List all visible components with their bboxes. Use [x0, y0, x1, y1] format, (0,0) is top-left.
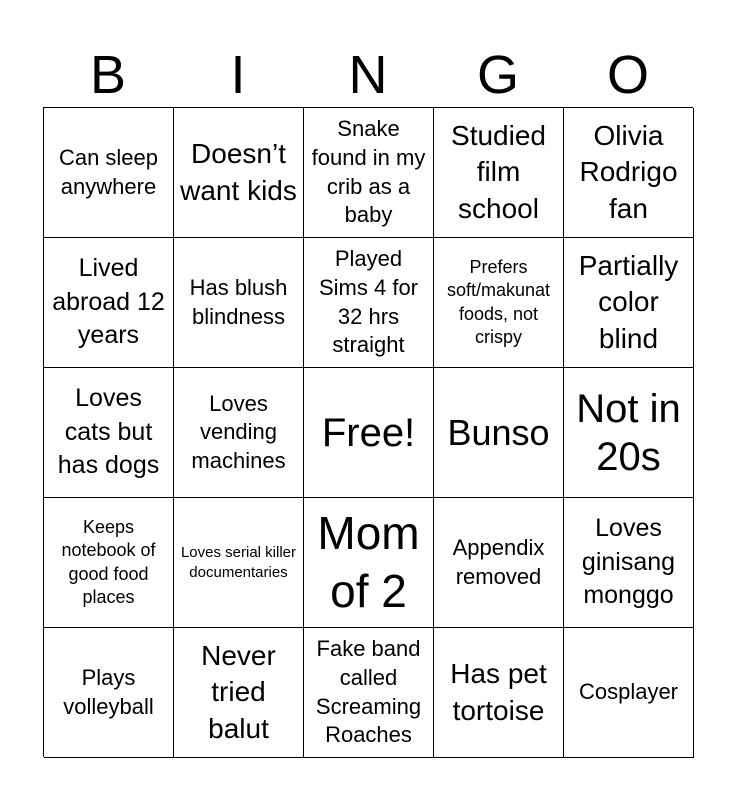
- bingo-cell[interactable]: [174, 238, 304, 368]
- bingo-grid: [43, 107, 693, 757]
- cell-label: Plays volleyball: [63, 664, 154, 719]
- cell-label: Loves vending machines: [191, 390, 286, 473]
- cell-label: Never tried balut: [201, 639, 276, 744]
- bingo-cell[interactable]: [174, 498, 304, 628]
- header-letter-b: B: [89, 45, 127, 105]
- cell-label: Snake found in my crib as a baby: [311, 116, 426, 228]
- cell-label: Mom of 2: [317, 507, 420, 617]
- cell-label: Prefers soft/makunat foods, not crispy: [446, 257, 551, 347]
- cell-label: Olivia Rodrigo fan: [579, 119, 678, 224]
- header-letter-o: O: [606, 45, 649, 105]
- free-space-label: Free!: [321, 410, 416, 455]
- cell-label: Cosplayer: [578, 679, 679, 705]
- cell-label: Appendix removed: [452, 534, 545, 589]
- free-space-cell[interactable]: [304, 368, 434, 498]
- bingo-cell[interactable]: [564, 628, 694, 758]
- cell-label: Bunso: [447, 411, 550, 453]
- cell-label: Loves ginisang monggo: [581, 513, 676, 610]
- bingo-cell[interactable]: [564, 108, 694, 238]
- bingo-cell[interactable]: [174, 368, 304, 498]
- cell-label: Played Sims 4 for 32 hrs straight: [318, 246, 419, 358]
- cell-label: Doesn’t want kids: [180, 138, 297, 206]
- cell-label: Has blush blindness: [189, 274, 288, 329]
- bingo-cell[interactable]: [434, 498, 564, 628]
- cell-label: Studied film school: [451, 119, 546, 224]
- cell-label: Can sleep anywhere: [58, 144, 159, 199]
- bingo-cell[interactable]: [434, 368, 564, 498]
- bingo-cell[interactable]: [304, 238, 434, 368]
- cell-label: Keeps notebook of good food places: [61, 517, 156, 607]
- header-letter-i: I: [230, 45, 246, 105]
- bingo-header: [43, 44, 693, 106]
- bingo-cell[interactable]: [304, 628, 434, 758]
- cell-label: Loves serial killer documentaries: [180, 543, 297, 581]
- bingo-cell[interactable]: [174, 108, 304, 238]
- cell-label: Fake band called Screaming Roaches: [315, 636, 422, 748]
- bingo-cell[interactable]: [44, 108, 174, 238]
- bingo-cell[interactable]: [564, 498, 694, 628]
- cell-label: Not in 20s: [576, 386, 681, 479]
- bingo-cell[interactable]: [434, 238, 564, 368]
- bingo-cell[interactable]: [44, 628, 174, 758]
- header-letter-n: N: [348, 45, 388, 105]
- bingo-cell[interactable]: [44, 368, 174, 498]
- cell-label: Partially color blind: [578, 249, 679, 354]
- bingo-cell[interactable]: [564, 238, 694, 368]
- bingo-cell[interactable]: [44, 238, 174, 368]
- bingo-cell[interactable]: [174, 628, 304, 758]
- header-letter-g: G: [476, 45, 519, 105]
- bingo-cell[interactable]: [434, 108, 564, 238]
- cell-label: Loves cats but has dogs: [57, 383, 160, 480]
- bingo-cell[interactable]: [564, 368, 694, 498]
- bingo-cell[interactable]: [44, 498, 174, 628]
- bingo-cell[interactable]: [304, 108, 434, 238]
- cell-label: Has pet tortoise: [450, 658, 547, 726]
- bingo-cell[interactable]: [434, 628, 564, 758]
- bingo-cell[interactable]: [304, 498, 434, 628]
- cell-label: Lived abroad 12 years: [52, 253, 165, 350]
